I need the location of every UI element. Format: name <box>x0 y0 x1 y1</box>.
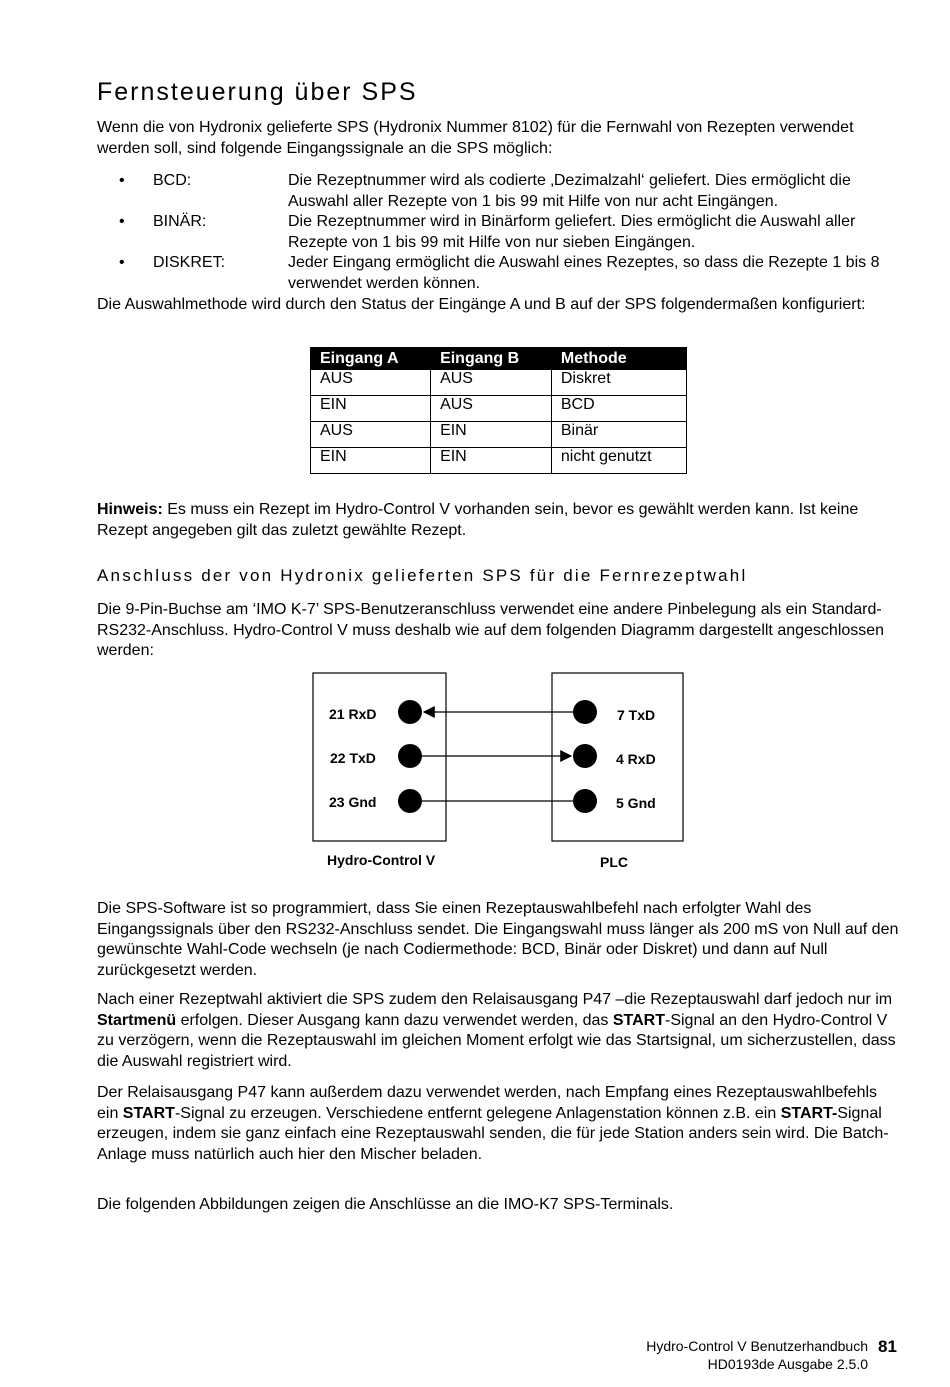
bullet-symbol: • <box>119 213 125 230</box>
bullet-symbol: • <box>119 172 125 189</box>
left-pin-label: 21 RxD <box>329 706 377 722</box>
text-run: Der Relaisausgang P47 kann außerdem dazu verwendet werden, nach Empfang eines Rezeptauswahlbefehls ein <box>97 1084 878 1122</box>
left-pin-label: 22 TxD <box>330 750 376 766</box>
list-description: Jeder Eingang ermöglicht die Auswahl eines Rezeptes, so dass die Rezepte 1 bis 8 verwendet werden können. <box>288 254 880 292</box>
table-cell: BCD <box>551 396 686 422</box>
table-cell: nicht genutzt <box>551 448 686 474</box>
list-item <box>97 212 902 253</box>
emphasis-text: Startmenü <box>97 1011 177 1029</box>
note-paragraph <box>97 500 902 541</box>
hydro-control-label: Hydro-Control V <box>327 852 436 868</box>
plc-label: PLC <box>600 854 628 870</box>
table-cell: EIN <box>431 448 552 474</box>
emphasis-text: START- <box>780 1104 838 1122</box>
table-header-cell: Eingang A <box>311 348 431 370</box>
pin-connector-icon <box>398 744 422 768</box>
pin-paragraph: Die 9-Pin-Buchse am ‘IMO K-7’ SPS-Benutzeranschluss verwendet eine andere Pinbelegung als ein Standard-RS232-Anschluss. Hydro-Control V muss deshalb wie auf dem folgenden Diagramm dargestellt angeschlossen werden: <box>97 601 885 659</box>
wiring-diagram <box>300 665 700 880</box>
table-cell: EIN <box>311 396 431 422</box>
note-label: Hinweis: <box>97 501 163 518</box>
page-title: Fernsteuerung über SPS <box>97 78 418 106</box>
table-cell: AUS <box>431 370 552 396</box>
table-cell: Diskret <box>551 370 686 396</box>
table-cell: EIN <box>431 422 552 448</box>
text-run: -Signal zu erzeugen. Verschiedene entfernt gelegene Anlagenstation können z.B. ein <box>174 1104 781 1122</box>
table-header-cell: Eingang B <box>431 348 552 370</box>
section-subtitle: Anschluss der von Hydronix gelieferten SPS für die Fernrezeptwahl <box>97 566 748 585</box>
right-pin-label: 4 RxD <box>616 751 656 767</box>
table-cell: AUS <box>311 422 431 448</box>
note-text: Es muss ein Rezept im Hydro-Control V vorhanden sein, bevor es gewählt werden kann. Ist keine Rezept angegeben gilt das zuletzt gewählte Rezept. <box>97 501 859 539</box>
pin-connector-icon <box>573 744 597 768</box>
list-description: Die Rezeptnummer wird in Binärform geliefert. Dies ermöglicht die Auswahl aller Rezepte von 1 bis 99 mit Hilfe von nur sieben Eingängen. <box>288 213 856 251</box>
intro-paragraph: Wenn die von Hydronix gelieferte SPS (Hydronix Nummer 8102) für die Fernwahl von Rezepten verwendet werden soll, sind folgende Eingangssignale an die SPS möglich: <box>97 119 854 157</box>
emphasis-text: START <box>612 1011 665 1029</box>
table-row <box>311 422 687 448</box>
closing-paragraph: Die folgenden Abbildungen zeigen die Anschlüsse an die IMO-K7 SPS-Terminals. <box>97 1196 674 1213</box>
emphasis-text: START <box>122 1104 175 1122</box>
table-cell: Binär <box>551 422 686 448</box>
text-run: erfolgen. Dieser Ausgang kann dazu verwendet werden, das <box>176 1011 613 1029</box>
table-header-row <box>311 348 687 370</box>
pin-connector-icon <box>573 789 597 813</box>
table-cell: EIN <box>311 448 431 474</box>
bullet-symbol: • <box>119 254 125 271</box>
footer-manual-title: Hydro-Control V Benutzerhandbuch <box>646 1338 868 1354</box>
table-row <box>311 448 687 474</box>
left-pin-label: 23 Gnd <box>329 794 377 810</box>
list-term: DISKRET: <box>153 254 226 271</box>
text-run: Nach einer Rezeptwahl aktiviert die SPS zudem den Relaisausgang P47 –die Rezeptauswahl darf jedoch nur im <box>97 991 893 1008</box>
relay-paragraph <box>97 990 902 1072</box>
pin-connector-icon <box>398 789 422 813</box>
table-header-cell: Methode <box>551 348 686 370</box>
table-row <box>311 396 687 422</box>
text-run: -Signal an den Hydro-Control V zu verzögern, wenn die Rezeptauswahl im gleichen Moment erfolgt wie das Startsignal, um sicherzustellen, dass die Auswahl registriert wird. <box>97 1011 896 1070</box>
list-item <box>97 171 902 212</box>
list-description: Die Rezeptnummer wird als codierte ‚Dezimalzahl‘ geliefert. Dies ermöglicht die Auswahl aller Rezepte von 1 bis 99 mit Hilfe von nur acht Eingängen. <box>288 172 851 210</box>
list-item <box>97 253 902 294</box>
table-row <box>311 370 687 396</box>
config-paragraph: Die Auswahlmethode wird durch den Status der Eingänge A und B auf der SPS folgendermaßen konfiguriert: <box>97 296 866 313</box>
right-pin-label: 5 Gnd <box>616 795 656 811</box>
table-cell: AUS <box>311 370 431 396</box>
text-run: Signal erzeugen, indem sie ganz einfach eine Rezeptauswahl senden, die für jede Station anders sein wird. Die Batch-Anlage muss natürlich auch hier den Mischer beladen. <box>97 1104 889 1163</box>
input-method-table <box>310 347 687 474</box>
pin-connector-icon <box>573 700 597 724</box>
list-term: BCD: <box>153 172 192 189</box>
pin-connector-icon <box>398 700 422 724</box>
right-pin-label: 7 TxD <box>617 707 656 723</box>
list-term: BINÄR: <box>153 213 207 230</box>
software-paragraph: Die SPS-Software ist so programmiert, dass Sie einen Rezeptauswahlbefehl nach erfolgter Wahl des Eingangssignals über den RS232-Anschluss sendet. Die Eingangswahl muss länger als 200 mS von Null auf den gewünschte Wahl-Code wechseln (je nach Codiermethode: BCD, Binär oder Diskret) und dann auf Null zurückgesetzt werden. <box>97 900 899 979</box>
table-cell: AUS <box>431 396 552 422</box>
footer-edition: HD0193de Ausgabe 2.5.0 <box>707 1356 868 1372</box>
page-number: 81 <box>878 1337 897 1356</box>
start-signal-paragraph <box>97 1083 902 1165</box>
signal-list <box>97 171 902 294</box>
